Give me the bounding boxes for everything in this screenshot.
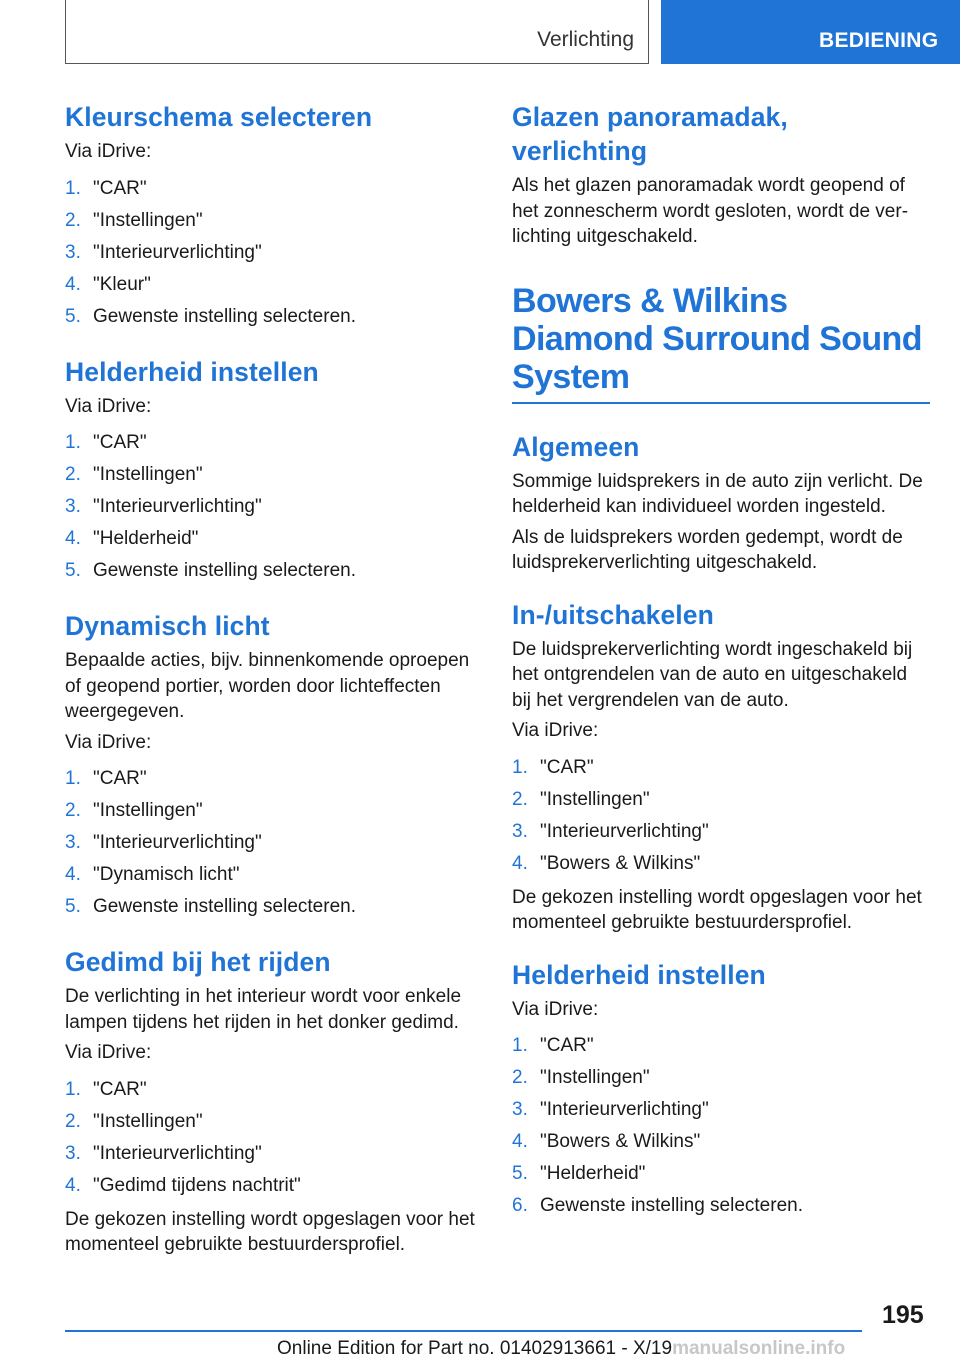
list-item: 5. Gewenste instelling selecteren. bbox=[65, 896, 356, 917]
paragraph-body: Sommige luidsprekers in de auto zijn verlicht. De helderheid kan individueel worden ingesteld. bbox=[512, 470, 923, 517]
steps-list bbox=[65, 763, 485, 923]
paragraph-via-idrive: Via iDrive: bbox=[65, 141, 152, 162]
list-item: 1. "CAR" bbox=[65, 768, 147, 789]
list-item: 3. "Interieurverlichting" bbox=[65, 241, 262, 263]
list-item: 1. "CAR" bbox=[65, 1078, 147, 1100]
list-item: 2. "Instellingen" bbox=[512, 788, 650, 810]
list-item: 1. "CAR" bbox=[512, 1035, 594, 1056]
steps-list bbox=[512, 1030, 930, 1222]
left-column bbox=[65, 100, 485, 1260]
watermark-text: manualsonline.info bbox=[672, 1338, 846, 1359]
paragraph-via-idrive: Via iDrive: bbox=[512, 998, 599, 1020]
list-item: 4. "Dynamisch licht" bbox=[65, 864, 240, 885]
header-chapter-label: BEDIENING bbox=[819, 29, 939, 52]
list-item: 5. Gewenste instelling selecteren. bbox=[65, 560, 356, 581]
heading-helderheid-luidsprekers: Helderheid instellen bbox=[512, 959, 766, 990]
list-item: 6. Gewenste instelling selecteren. bbox=[512, 1195, 803, 1216]
paragraph-outro: De gekozen instelling wordt opgeslagen voor het momenteel gebruikte bestuurdersprofiel. bbox=[512, 886, 922, 933]
paragraph-via-idrive: Via iDrive: bbox=[512, 720, 599, 741]
list-item: 4. "Kleur" bbox=[65, 273, 151, 295]
right-column bbox=[512, 100, 930, 1226]
footer-edition: Online Edition for Part no. 01402913661 - X/19manualsonline.info bbox=[277, 1338, 846, 1359]
header-chapter-tab bbox=[661, 0, 960, 64]
paragraph-body: Als de luidsprekers worden gedempt, wordt de luidsprekerverlichting uitgeschakeld. bbox=[512, 526, 903, 573]
list-item: 5. "Helderheid" bbox=[512, 1163, 646, 1184]
heading-gedimd: Gedimd bij het rijden bbox=[65, 947, 331, 977]
list-item: 2. "Instellingen" bbox=[65, 464, 203, 485]
list-item: 3. "Interieurverlichting" bbox=[512, 820, 709, 842]
list-item: 4. "Bowers & Wilkins" bbox=[512, 1131, 701, 1152]
heading-algemeen: Algemeen bbox=[512, 431, 640, 462]
list-item: 1. "CAR" bbox=[512, 756, 594, 778]
heading-in-uitschakelen: In-/uitschakelen bbox=[512, 599, 714, 630]
list-item: 4. "Helderheid" bbox=[65, 528, 199, 549]
paragraph-via-idrive: Via iDrive: bbox=[65, 395, 152, 417]
list-item: 1. "CAR" bbox=[65, 177, 147, 199]
heading-dynamisch-licht: Dynamisch licht bbox=[65, 611, 270, 641]
list-item: 4. "Bowers & Wilkins" bbox=[512, 852, 701, 874]
chapter-heading: Bowers & Wilkins Diamond Surround Sound System bbox=[512, 282, 930, 404]
steps-list bbox=[65, 173, 485, 333]
list-item: 2. "Instellingen" bbox=[65, 800, 203, 821]
paragraph-outro: De gekozen instelling wordt opgeslagen voor het momenteel gebruikte bestuurdersprofiel. bbox=[65, 1208, 475, 1255]
paragraph-body: De luidsprekerverlichting wordt ingeschakeld bij het ontgrendelen van de auto en uitgeschakeld bij het vergrendelen van de auto. bbox=[512, 638, 913, 711]
steps-list bbox=[65, 1074, 485, 1202]
heading-helderheid: Helderheid instellen bbox=[65, 356, 319, 387]
list-item: 2. "Instellingen" bbox=[65, 1110, 203, 1132]
paragraph-body: Bepaalde acties, bijv. binnenkomende oproepen of geopend portier, worden door lichteffecten weergegeven. bbox=[65, 650, 470, 722]
list-item: 3. "Interieurverlichting" bbox=[65, 832, 262, 853]
steps-list bbox=[65, 427, 485, 587]
heading-kleurschema: Kleurschema selecteren bbox=[65, 102, 373, 132]
list-item: 3. "Interieurverlichting" bbox=[65, 1142, 262, 1164]
header-section-title: Verlichting bbox=[537, 28, 634, 51]
page-number: 195 bbox=[882, 1301, 924, 1329]
paragraph-body: Als het glazen panoramadak wordt geopend of het zonnescherm wordt gesloten, wordt de ver-lichting uitgeschakeld. bbox=[512, 175, 909, 247]
footer-divider bbox=[65, 1330, 862, 1332]
list-item: 3. "Interieurverlichting" bbox=[65, 496, 262, 517]
paragraph-body: De verlichting in het interieur wordt voor enkele lampen tijdens het rijden in het donker gedimd. bbox=[65, 986, 462, 1033]
paragraph-via-idrive: Via iDrive: bbox=[65, 1042, 152, 1063]
header-box bbox=[65, 0, 649, 64]
list-item: 1. "CAR" bbox=[65, 432, 147, 453]
steps-list bbox=[512, 752, 930, 880]
paragraph-via-idrive: Via iDrive: bbox=[65, 731, 152, 753]
list-item: 5. Gewenste instelling selecteren. bbox=[65, 305, 356, 327]
list-item: 4. "Gedimd tijdens nachtrit" bbox=[65, 1174, 301, 1196]
heading-panoramadak: Glazen panoramadak, verlichting bbox=[512, 102, 788, 166]
list-item: 2. "Instellingen" bbox=[65, 209, 203, 231]
list-item: 3. "Interieurverlichting" bbox=[512, 1099, 709, 1120]
list-item: 2. "Instellingen" bbox=[512, 1067, 650, 1088]
